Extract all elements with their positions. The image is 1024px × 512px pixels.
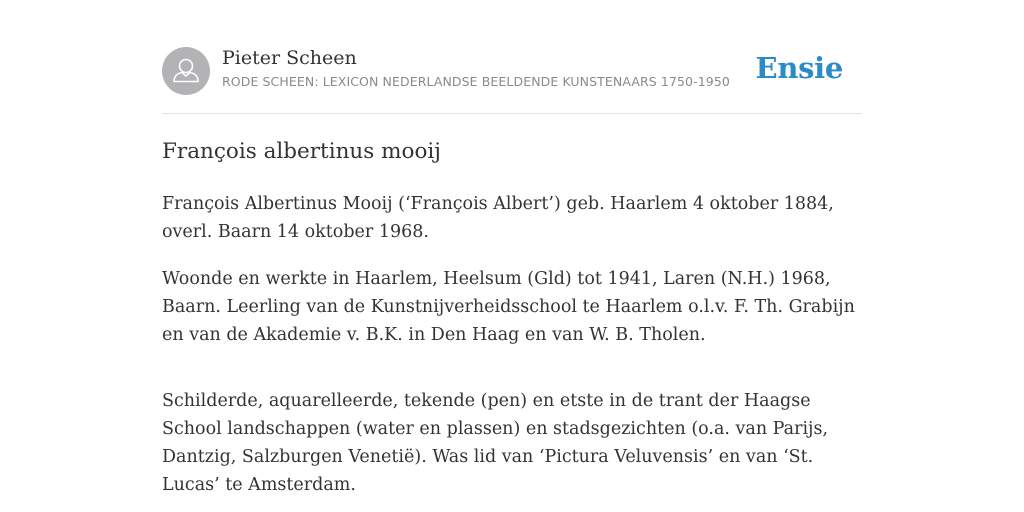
- article-header: [162, 45, 862, 114]
- paragraph-education: Woonde en werkte in Haarlem, Heelsum (Gld) tot 1941, Laren (N.H.) 1968, Baarn. Leerling van de Kunstnijverheidsschool te Haarlem o.l.v. F. Th. Grabijn en van de Akademie v. B.K. in Den Haag en van W. B. Tholen.: [162, 269, 855, 345]
- author-avatar[interactable]: [162, 47, 210, 95]
- paragraph-biography: François Albertinus Mooij (‘François Albert’) geb. Haarlem 4 oktober 1884, overl. Baarn 14 oktober 1968.: [162, 194, 834, 242]
- article-title: François albertinus mooij: [162, 139, 441, 164]
- paragraph-work: Schilderde, aquarelleerde, tekende (pen) en etste in de trant der Haagse School landschappen (water en plassen) en stadsgezichten (o.a. van Parijs, Dantzig, Salzburgen Venetië). Was lid van ‘Pictura Veluvensis’ en van ‘St. Lucas’ te Amsterdam.: [162, 391, 829, 495]
- ensie-logo[interactable]: Ensie: [755, 51, 843, 85]
- source-title[interactable]: RODE SCHEEN: LEXICON NEDERLANDSE BEELDENDE KUNSTENAARS 1750-1950: [222, 74, 730, 89]
- user-avatar-icon: [162, 47, 210, 95]
- author-name[interactable]: Pieter Scheen: [222, 47, 357, 69]
- article-body: [162, 190, 867, 512]
